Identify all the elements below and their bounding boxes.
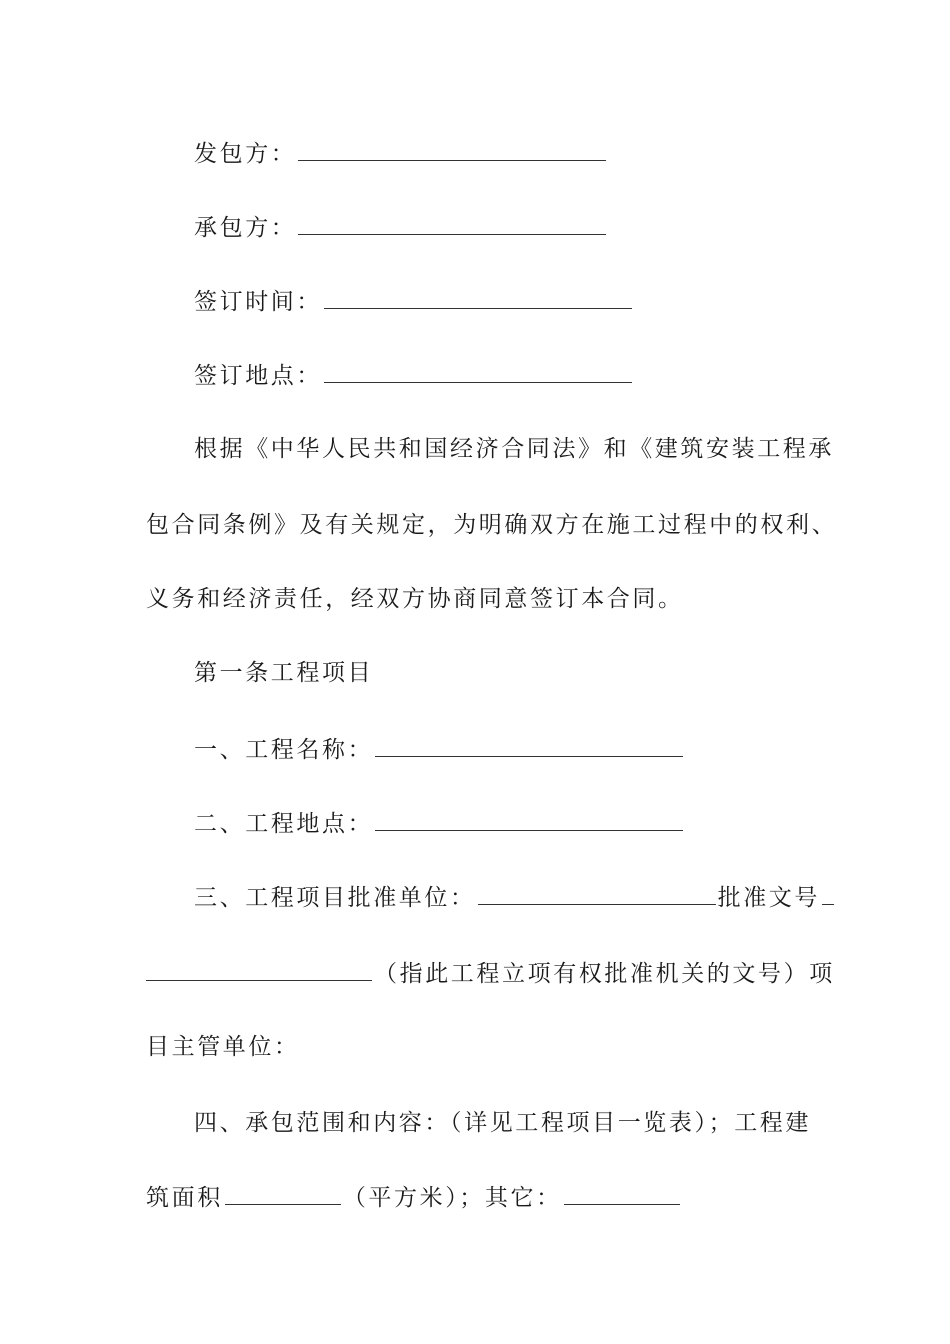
floor-area-label: 筑面积 xyxy=(146,1185,223,1211)
project-name-blank[interactable] xyxy=(375,734,683,757)
floor-area-blank[interactable] xyxy=(225,1182,341,1205)
preamble-line-3: 义务和经济责任，经双方协商同意签订本合同。 xyxy=(146,586,684,612)
contractor-label: 承包方： xyxy=(194,215,297,241)
project-name-label: 一、工程名称： xyxy=(194,737,374,763)
other-blank[interactable] xyxy=(564,1182,680,1205)
scope-line-2 xyxy=(146,1182,682,1213)
sign-date-label: 签订时间： xyxy=(194,289,322,315)
approval-number-line xyxy=(146,958,835,989)
approval-number-note: （指此工程立项有权批准机关的文号）项 xyxy=(374,961,835,987)
approval-unit-label: 三、工程项目批准单位： xyxy=(194,885,476,911)
preamble-line-2: 包合同条例》及有关规定，为明确双方在施工过程中的权利、 xyxy=(146,512,838,538)
sign-place-field xyxy=(194,360,634,391)
project-location-field xyxy=(194,808,685,839)
scope-line-1: 四、承包范围和内容：（详见工程项目一览表）；工程建 xyxy=(194,1110,811,1136)
sign-place-blank[interactable] xyxy=(324,360,632,383)
contractor-blank[interactable] xyxy=(298,212,606,235)
project-name-field xyxy=(194,734,685,765)
sign-place-label: 签订地点： xyxy=(194,363,322,389)
floor-area-unit-other: （平方米）；其它： xyxy=(342,1185,562,1211)
approval-number-blank-start[interactable] xyxy=(822,882,834,905)
contractor-field xyxy=(194,212,608,243)
sign-date-blank[interactable] xyxy=(324,286,632,309)
preamble-line-1: 根据《中华人民共和国经济合同法》和《建筑安装工程承 xyxy=(194,436,834,462)
approval-number-label: 批准文号 xyxy=(717,885,821,911)
approval-number-blank[interactable] xyxy=(146,958,372,981)
supervising-unit-label: 目主管单位： xyxy=(146,1034,300,1060)
approval-unit-field xyxy=(194,882,836,913)
employer-blank[interactable] xyxy=(298,138,606,161)
project-location-label: 二、工程地点： xyxy=(194,811,374,837)
article1-title: 第一条工程项目 xyxy=(194,660,374,686)
employer-field xyxy=(194,138,608,169)
sign-date-field xyxy=(194,286,634,317)
project-location-blank[interactable] xyxy=(375,808,683,831)
employer-label: 发包方： xyxy=(194,141,297,167)
approval-unit-blank[interactable] xyxy=(478,882,716,905)
